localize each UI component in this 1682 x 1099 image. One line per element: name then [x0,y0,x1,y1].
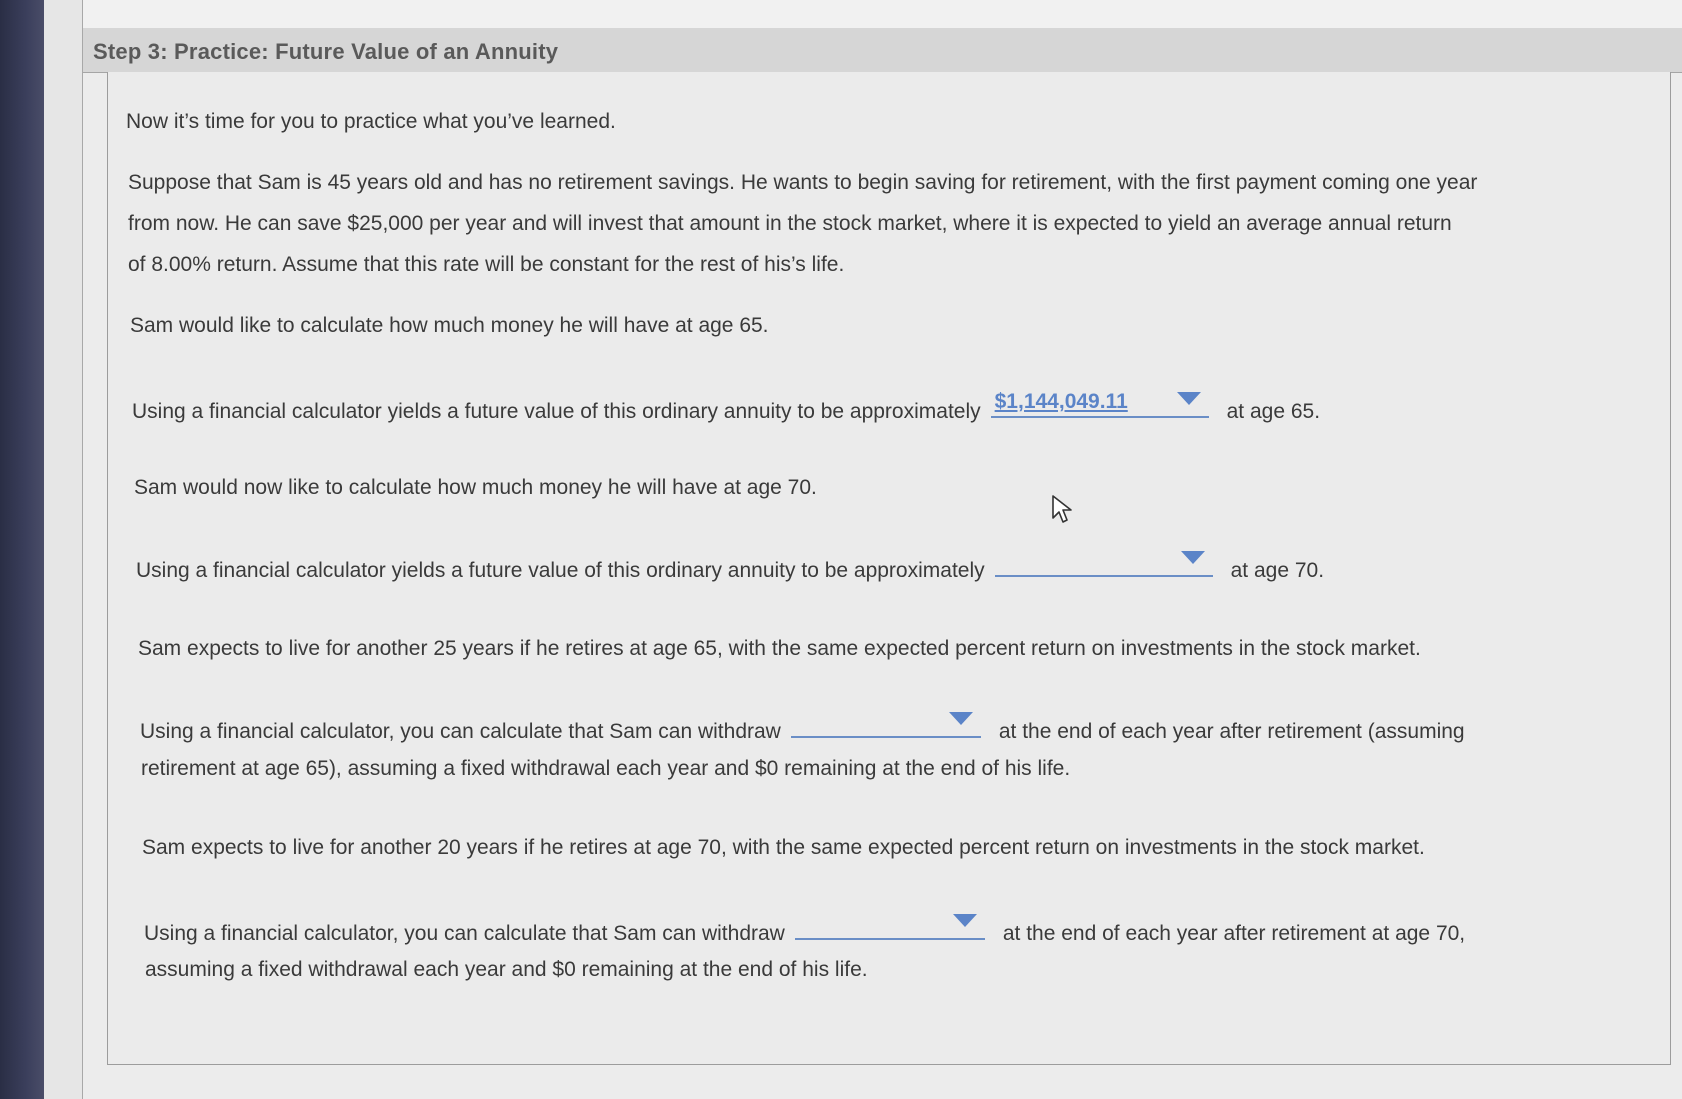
q4-answer-dropdown[interactable] [795,910,985,940]
content-box [107,72,1671,1065]
margin-area [44,0,84,1099]
chevron-down-icon [1177,392,1201,405]
q2-intro: Sam would now like to calculate how much money he will have at age 70. [134,476,817,499]
section-header [83,28,1682,73]
q3-prefix: Using a financial calculator, you can calculate that Sam can withdraw [140,720,781,743]
q4-suffix: at the end of each year after retirement at age 70, [1002,922,1466,945]
q4-line-2: assuming a fixed withdrawal each year and $0 remaining at the end of his life. [145,958,868,981]
q2-answer-dropdown[interactable] [995,547,1213,577]
q1-answer-dropdown[interactable] [991,388,1209,418]
chevron-down-icon [953,914,977,927]
q3-suffix: at the end of each year after retirement (assuming [998,720,1465,743]
chevron-down-icon [949,712,973,725]
background-edge [0,0,44,1099]
top-strip [83,0,1682,28]
scenario-line-1: Suppose that Sam is 45 years old and has no retirement savings. He wants to begin saving for retirement, with the first payment coming one year [128,171,1478,194]
q4-intro: Sam expects to live for another 20 years if he retires at age 70, with the same expected percent return on investments in the stock market. [142,836,1425,859]
q1-sentence [132,388,1320,433]
intro-text: Now it’s time for you to practice what you’ve learned. [126,110,616,133]
scenario-line-3: of 8.00% return. Assume that this rate will be constant for the rest of his’s life. [128,253,845,276]
q2-suffix: at age 70. [1230,559,1325,582]
scenario-line-2: from now. He can save $25,000 per year and will invest that amount in the stock market, where it is expected to yield an average annual return [128,212,1452,235]
q1-suffix: at age 65. [1226,400,1321,423]
section-title: Step 3: Practice: Future Value of an Annuity [93,39,559,64]
q3-intro: Sam expects to live for another 25 years if he retires at age 65, with the same expected percent return on investments in the stock market. [138,637,1421,660]
page [82,0,1682,1099]
chevron-down-icon [1181,551,1205,564]
q4-prefix: Using a financial calculator, you can calculate that Sam can withdraw [144,922,785,945]
q1-prefix: Using a financial calculator yields a future value of this ordinary annuity to be approximately [132,400,981,423]
q1-selected-value: $1,144,049.11 [994,390,1128,413]
q2-prefix: Using a financial calculator yields a future value of this ordinary annuity to be approximately [136,559,985,582]
q3-line-2: retirement at age 65), assuming a fixed withdrawal each year and $0 remaining at the end of his life. [141,757,1071,780]
mouse-pointer-icon [1051,494,1075,524]
q2-sentence [136,547,1324,592]
q3-answer-dropdown[interactable] [791,708,981,738]
q1-intro: Sam would like to calculate how much money he will have at age 65. [130,314,769,337]
